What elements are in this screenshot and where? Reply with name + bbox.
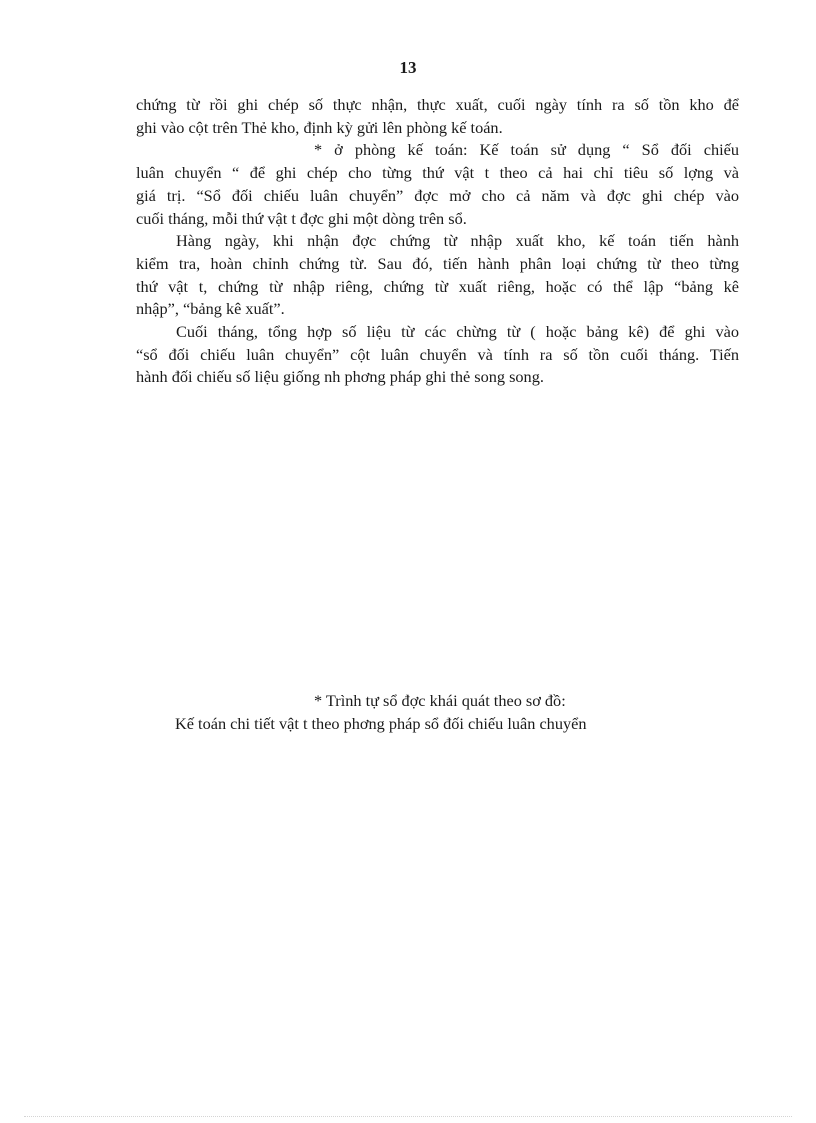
body-line: Cuối tháng, tổng hợp số liệu từ các chừng từ ( hoặc bảng kê) để ghi vào	[176, 322, 739, 342]
body-line: nhập”, “bảng kê xuất”.	[136, 299, 285, 319]
body-line: thứ vật t, chứng từ nhập riêng, chứng từ xuất riêng, hoặc có thể lập “bảng kê	[136, 276, 739, 296]
body-line: ghi vào cột trên Thẻ kho, định kỳ gửi lên phòng kế toán.	[136, 117, 503, 137]
footer-divider	[24, 1116, 792, 1117]
body-line: “sổ đối chiếu luân chuyển” cột luân chuyển và tính ra số tồn cuối tháng. Tiến	[136, 344, 739, 364]
body-text	[136, 94, 739, 389]
page-number: 13	[399, 58, 417, 77]
body-line: cuối tháng, mỗi thứ vật t đợc ghi một dòng trên sổ.	[136, 208, 467, 228]
body-line: chứng từ rồi ghi chép số thực nhận, thực xuất, cuối ngày tính ra số tồn kho để	[136, 95, 739, 114]
body-line: hành đối chiếu số liệu giống nh phơng pháp ghi thẻ song song.	[136, 367, 544, 387]
diagram-caption-title: Kế toán chi tiết vật t theo phơng pháp sổ đối chiếu luân chuyển	[175, 714, 587, 733]
body-line: * ở phòng kế toán: Kế toán sử dụng “ Sổ đối chiếu	[314, 140, 739, 160]
body-line: Hàng ngày, khi nhận đợc chứng từ nhập xuất kho, kế toán tiến hành	[176, 231, 739, 251]
body-line: luân chuyển “ để ghi chép cho từng thứ vật t theo cả hai chỉ tiêu số lợng và	[136, 163, 739, 183]
diagram-caption-intro: * Trình tự sổ đợc khái quát theo sơ đồ:	[314, 691, 566, 710]
body-line: giá trị. “Sổ đối chiếu luân chuyển” đợc mở cho cả năm và đợc ghi chép vào	[136, 185, 739, 205]
body-line: kiểm tra, hoàn chỉnh chứng từ. Sau đó, tiến hành phân loại chứng từ theo từng	[136, 253, 739, 273]
